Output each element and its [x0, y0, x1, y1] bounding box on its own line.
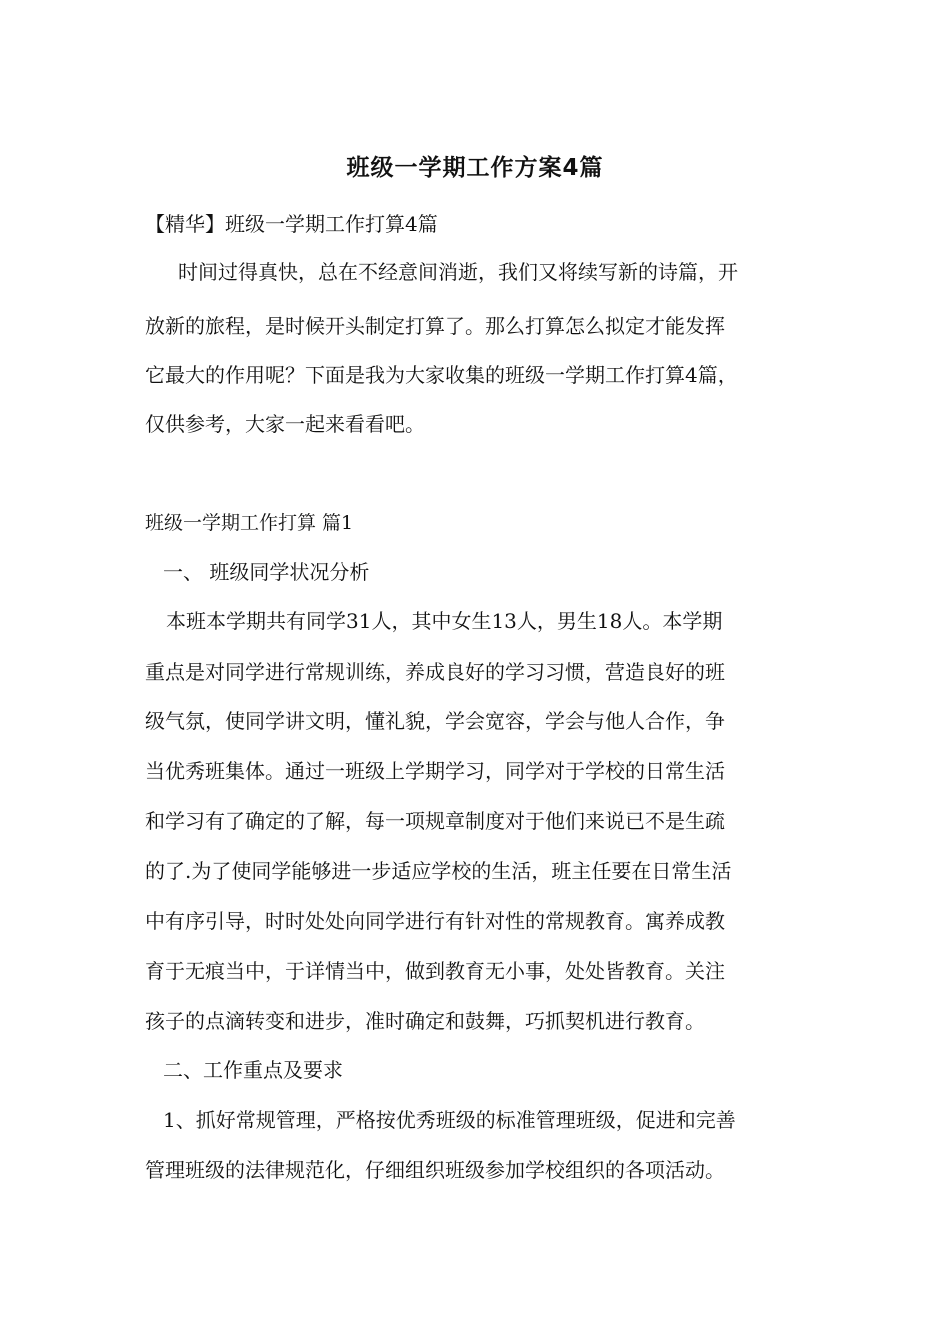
section-heading: 一、 班级同学状况分析 — [163, 560, 370, 584]
intro-line: 它最大的作用呢？下面是我为大家收集的班级一学期工作打算4篇， — [145, 363, 738, 387]
paragraph-line: 中有序引导，时时处处向同学进行有针对性的常规教育。寓养成教 — [145, 909, 725, 933]
paragraph-line: 本班本学期共有同学31人，其中女生13人，男生18人。本学期 — [166, 609, 723, 633]
section-title: 班级一学期工作打算 篇1 — [145, 512, 354, 534]
document-title: 班级一学期工作方案4篇 — [346, 155, 604, 181]
paragraph-line: 1、抓好常规管理，严格按优秀班级的标准管理班级，促进和完善 — [163, 1108, 736, 1132]
intro-line: 时间过得真快，总在不经意间消逝，我们又将续写新的诗篇，开 — [178, 260, 738, 284]
paragraph-line: 当优秀班集体。通过一班级上学期学习，同学对于学校的日常生活 — [145, 759, 725, 783]
section-heading: 二、工作重点及要求 — [163, 1058, 343, 1082]
document-subtitle: 【精华】班级一学期工作打算4篇 — [145, 212, 438, 236]
intro-line: 仅供参考，大家一起来看看吧。 — [145, 412, 425, 436]
paragraph-line: 孩子的点滴转变和进步，准时确定和鼓舞，巧抓契机进行教育。 — [145, 1009, 705, 1033]
paragraph-line: 育于无痕当中，于详情当中，做到教育无小事，处处皆教育。关注 — [145, 959, 725, 983]
paragraph-line: 管理班级的法律规范化，仔细组织班级参加学校组织的各项活动。 — [145, 1158, 725, 1182]
paragraph-line: 和学习有了确定的了解，每一项规章制度对于他们来说已不是生疏 — [145, 809, 725, 833]
paragraph-line: 级气氛，使同学讲文明，懂礼貌，学会宽容，学会与他人合作，争 — [145, 709, 725, 733]
paragraph-line: 的了.为了使同学能够进一步适应学校的生活，班主任要在日常生活 — [145, 859, 732, 883]
paragraph-line: 重点是对同学进行常规训练，养成良好的学习习惯，营造良好的班 — [145, 660, 725, 684]
intro-line: 放新的旅程，是时候开头制定打算了。那么打算怎么拟定才能发挥 — [145, 314, 725, 338]
